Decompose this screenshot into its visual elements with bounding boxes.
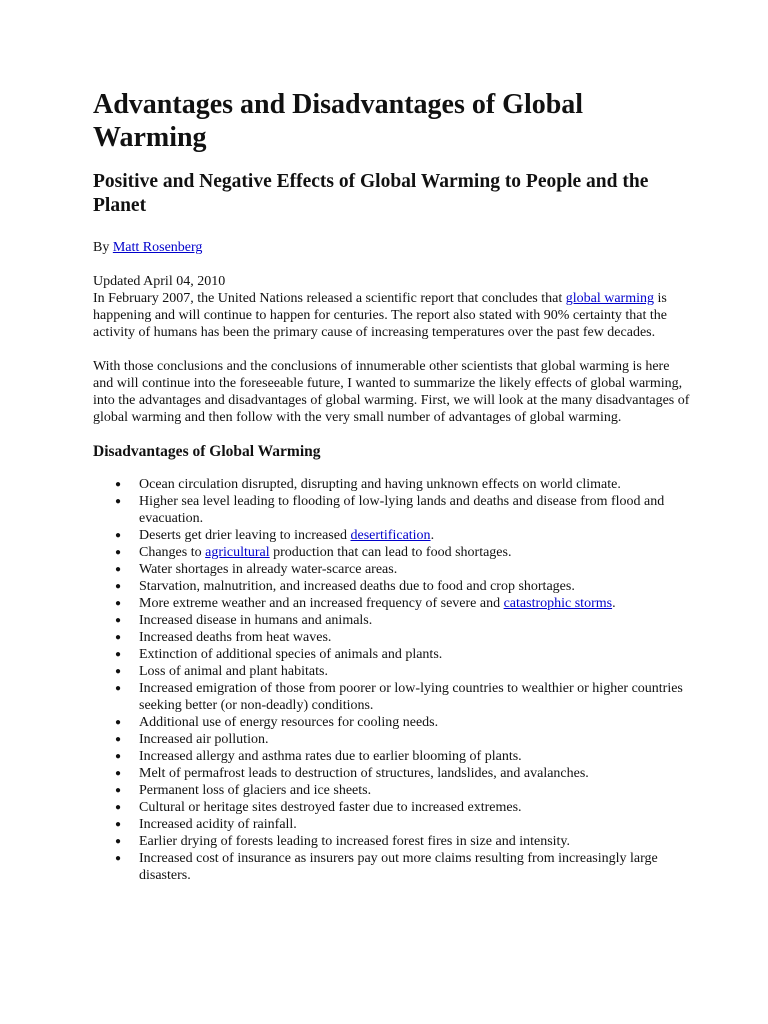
byline	[93, 239, 693, 256]
list-item	[93, 714, 693, 731]
list-item-text: Deserts get drier leaving to increased	[139, 528, 351, 543]
list-item	[93, 731, 693, 748]
list-item-text: Earlier drying of forests leading to increased forest fires in size and intensity.	[139, 834, 571, 849]
bullet-icon: ●	[115, 666, 122, 677]
list-item-text: Water shortages in already water-scarce areas.	[139, 562, 398, 577]
list-item	[93, 527, 693, 544]
list-item-text: Starvation, malnutrition, and increased deaths due to food and crop shortages.	[139, 579, 575, 594]
bullet-icon: ●	[115, 853, 122, 864]
list-item-text: Ocean circulation disrupted, disrupting and having unknown effects on world climate.	[139, 477, 621, 492]
list-item-text: production that can lead to food shortages.	[269, 545, 512, 560]
section-heading: Disadvantages of Global Warming	[93, 443, 321, 460]
list-item	[93, 748, 693, 765]
list-item-text: Loss of animal and plant habitats.	[139, 664, 328, 679]
document-page	[93, 88, 693, 884]
list-item	[93, 680, 693, 714]
bullet-icon: ●	[115, 717, 122, 728]
list-item-text: More extreme weather and an increased frequency of severe and	[139, 596, 504, 611]
author-link[interactable]: Matt Rosenberg	[112, 240, 203, 255]
bullet-icon: ●	[115, 547, 122, 558]
list-item	[93, 493, 693, 527]
list-item-text: Changes to	[139, 545, 206, 560]
list-item-text: Increased deaths from heat waves.	[139, 630, 332, 645]
list-item-text: Higher sea level leading to flooding of low-lying lands and deaths and disease from flood and evacuation.	[139, 494, 665, 526]
article-subtitle: Positive and Negative Effects of Global Warming to People and the Planet	[93, 171, 649, 216]
global-warming-link[interactable]: global warming	[565, 291, 654, 306]
list-item	[93, 782, 693, 799]
list-item-text: Increased cost of insurance as insurers pay out more claims resulting from increasingly large disasters.	[139, 851, 658, 883]
bullet-icon: ●	[115, 598, 122, 609]
list-item	[93, 765, 693, 782]
bullet-icon: ●	[115, 530, 122, 541]
list-item	[93, 612, 693, 629]
bullet-icon: ●	[115, 649, 122, 660]
intro-paragraph	[93, 290, 693, 341]
list-item-text: Additional use of energy resources for cooling needs.	[139, 715, 439, 730]
bullet-icon: ●	[115, 819, 122, 830]
bullet-icon: ●	[115, 683, 122, 694]
list-item	[93, 833, 693, 850]
list-item-text: .	[430, 528, 435, 543]
bullet-icon: ●	[115, 734, 122, 745]
list-item-link[interactable]: agricultural	[205, 545, 270, 560]
list-item-text: Increased air pollution.	[139, 732, 269, 747]
list-item	[93, 646, 693, 663]
list-item	[93, 595, 693, 612]
byline-prefix: By	[93, 240, 113, 255]
bullet-icon: ●	[115, 615, 122, 626]
intro-text-before: In February 2007, the United Nations released a scientific report that concludes that	[93, 291, 566, 306]
bullet-icon: ●	[115, 785, 122, 796]
bullet-icon: ●	[115, 632, 122, 643]
list-item	[93, 816, 693, 833]
updated-date: Updated April 04, 2010	[93, 274, 226, 289]
list-item	[93, 850, 693, 884]
summary-paragraph: With those conclusions and the conclusions of innumerable other scientists that global warming is here and will continue into the foreseeable future, I wanted to summarize the likely effects of global warming, into the advantages and disadvantages of global warming. First, we will look at the many disadvantages of global warming and then follow with the very small number of advantages of global warming.	[93, 359, 690, 425]
list-item	[93, 561, 693, 578]
bullet-icon: ●	[115, 479, 122, 490]
list-item	[93, 799, 693, 816]
bullet-icon: ●	[115, 836, 122, 847]
list-item-text: Increased allergy and asthma rates due to earlier blooming of plants.	[139, 749, 522, 764]
list-item-text: Increased disease in humans and animals.	[139, 613, 373, 628]
list-item	[93, 544, 693, 561]
list-item-link[interactable]: catastrophic storms	[503, 596, 613, 611]
list-item	[93, 629, 693, 646]
list-item-text: Melt of permafrost leads to destruction of structures, landslides, and avalanches.	[139, 766, 589, 781]
bullet-icon: ●	[115, 496, 122, 507]
list-item	[93, 663, 693, 680]
list-item	[93, 578, 693, 595]
intro-text-after: is happening and will continue to happen for centuries. The report also stated with 90% certainty that the activity of humans has been the primary cause of increasing temperatures over the past few decades.	[93, 291, 667, 340]
bullet-icon: ●	[115, 564, 122, 575]
list-item-text: .	[612, 596, 616, 611]
list-item-text: Increased acidity of rainfall.	[139, 817, 297, 832]
list-item-link[interactable]: desertification	[350, 528, 431, 543]
list-item-text: Cultural or heritage sites destroyed faster due to increased extremes.	[139, 800, 522, 815]
bullet-icon: ●	[115, 581, 122, 592]
article-title: Advantages and Disadvantages of Global Warming	[93, 89, 584, 153]
list-item	[93, 476, 693, 493]
list-item-text: Increased emigration of those from poorer or low-lying countries to wealthier or higher countries seeking better (or non-deadly) conditions.	[139, 681, 683, 713]
bullet-icon: ●	[115, 768, 122, 779]
list-item-text: Permanent loss of glaciers and ice sheets.	[139, 783, 372, 798]
bullet-icon: ●	[115, 802, 122, 813]
disadvantages-list	[93, 476, 693, 884]
list-item-text: Extinction of additional species of animals and plants.	[139, 647, 443, 662]
bullet-icon: ●	[115, 751, 122, 762]
